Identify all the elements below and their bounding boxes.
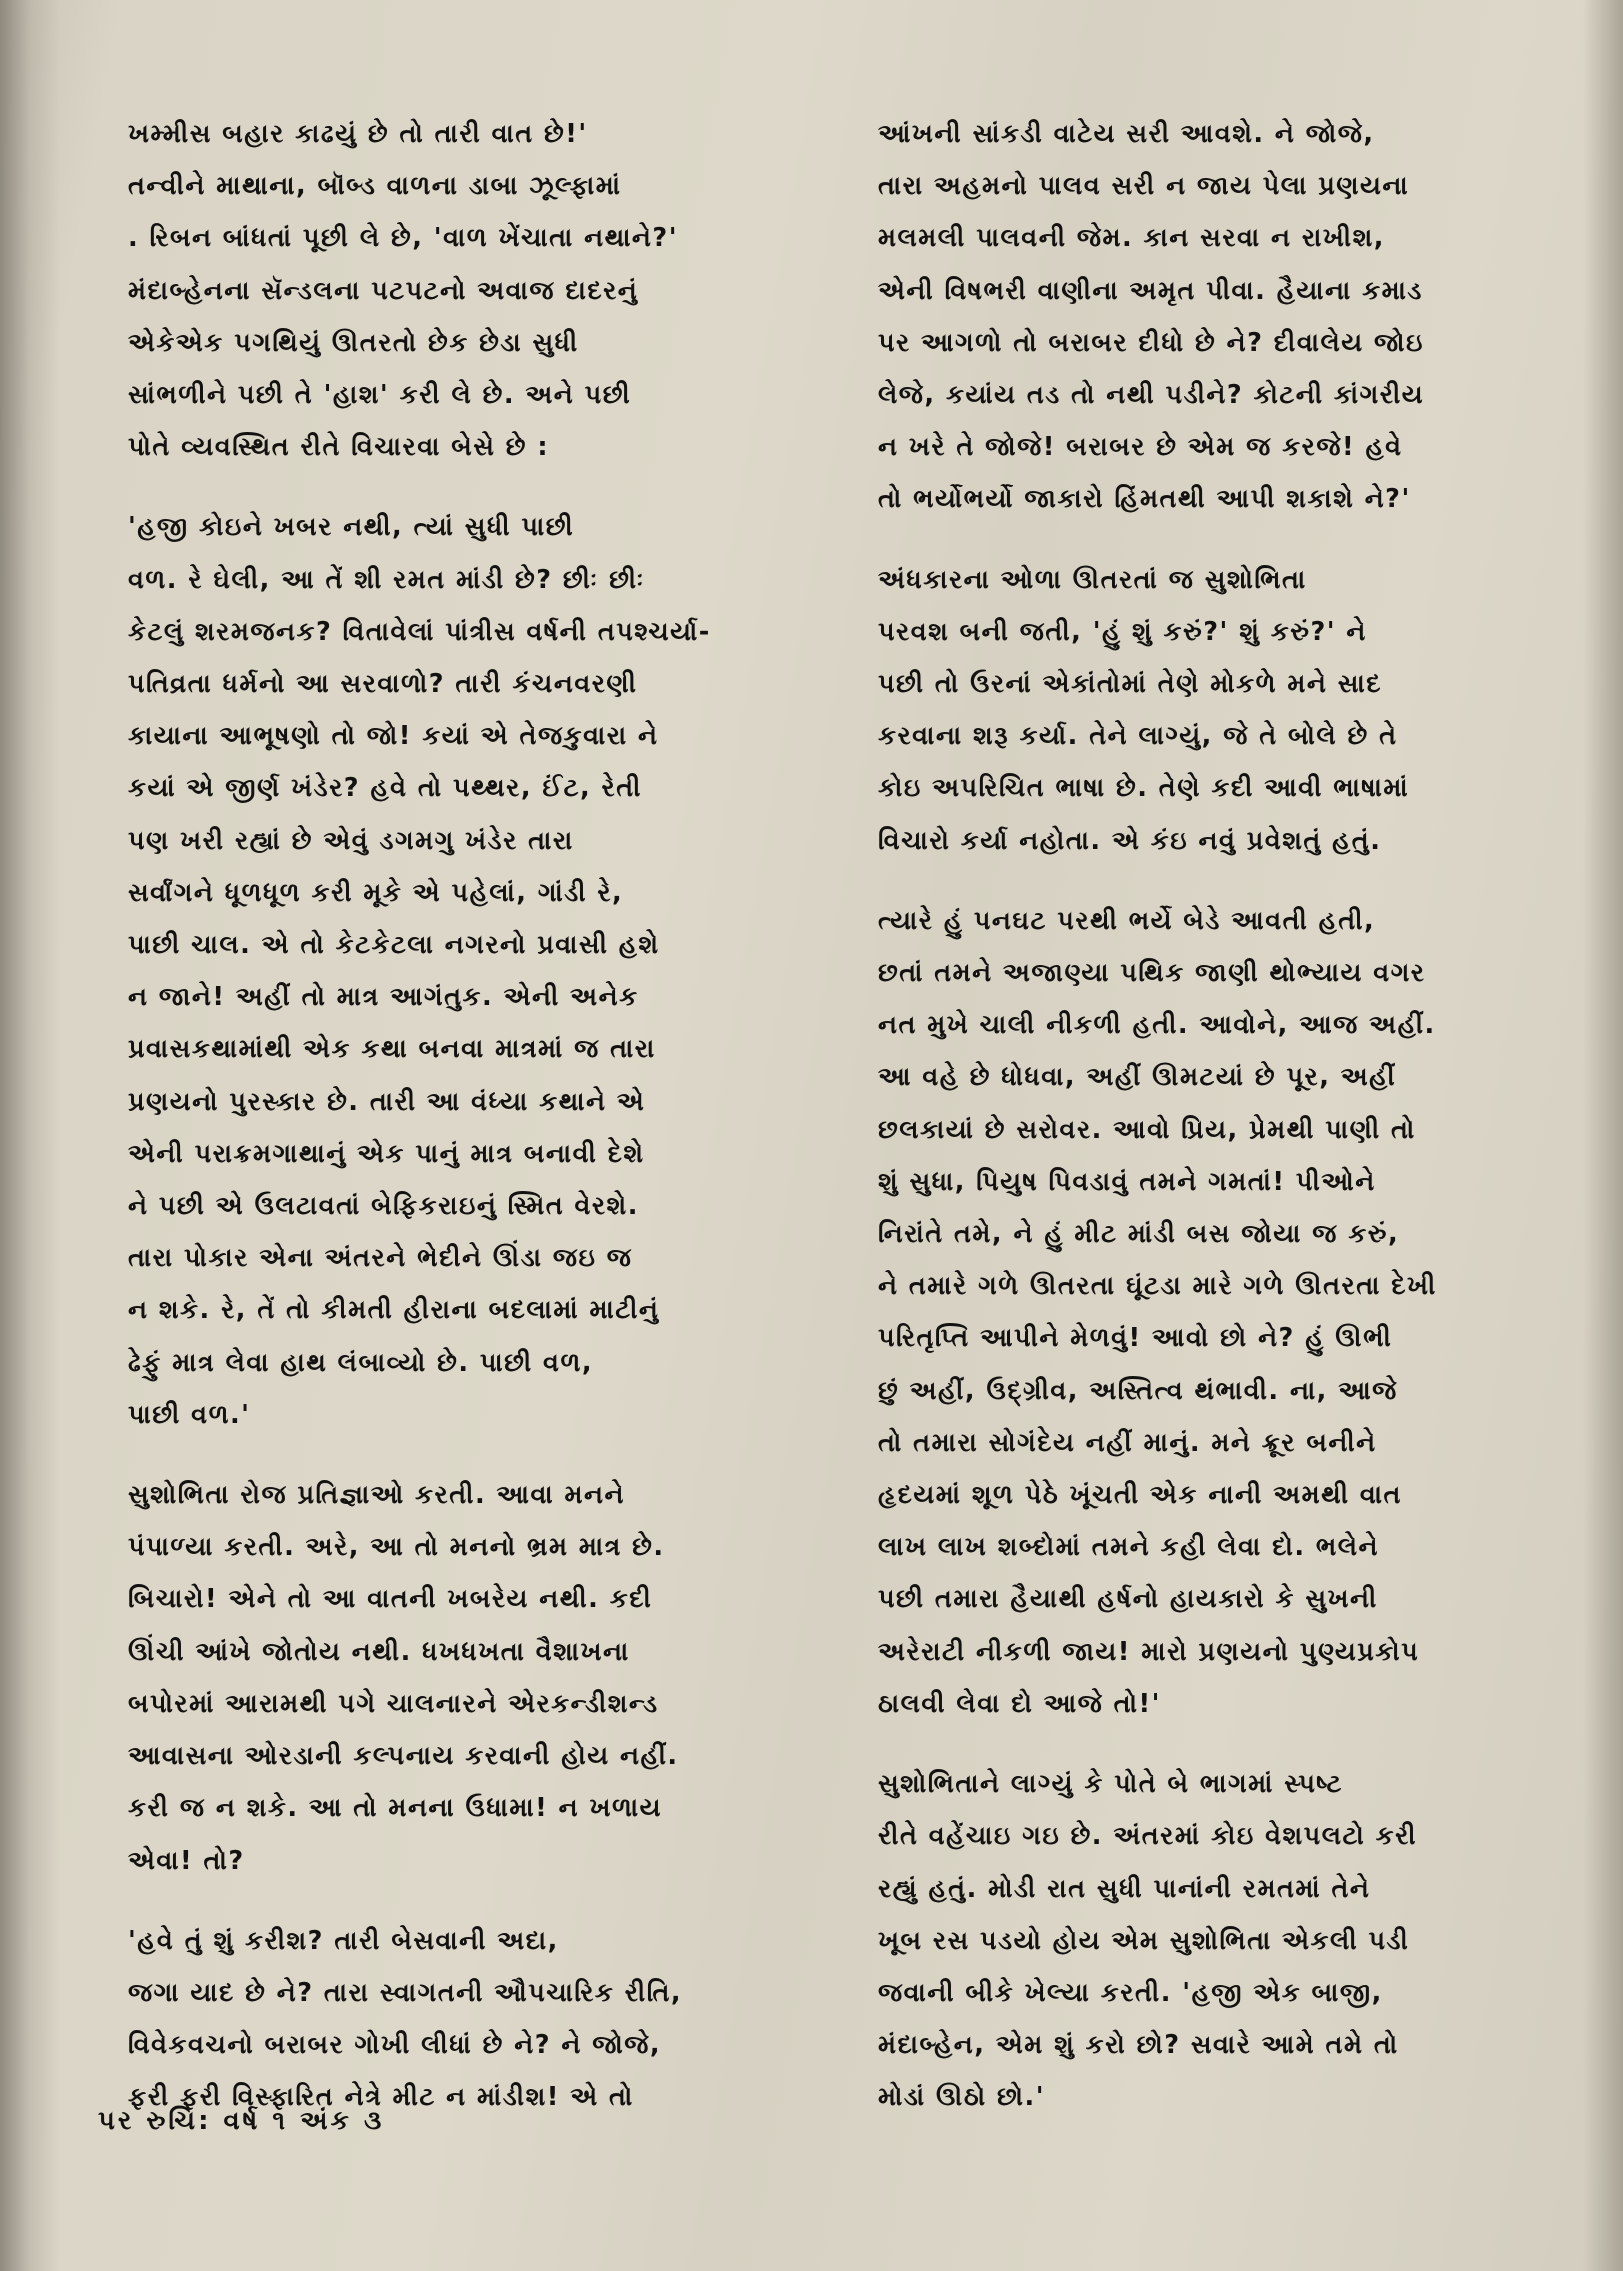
text-line: સુશોભિતા રોજ પ્રતિજ્ઞાઓ કરતી. આવા મનને — [128, 1480, 625, 1511]
right-column — [878, 108, 1538, 2152]
text-line: છું અહીં, ઉદ્ગ્રીવ, અસ્તિત્વ થંભાવી. ના, આજે — [878, 1375, 1398, 1406]
text-line: એની પરાક્રમગાથાનું એક પાનું માત્ર બનાવી દેશે — [128, 1138, 645, 1169]
text-line: કાયાના આભૂષણો તો જો! કયાં એ તેજકુવારા ને — [128, 721, 659, 752]
text-line: નત મુખે ચાલી નીકળી હતી. આવોને, આજ અહીં. — [878, 1010, 1436, 1041]
left-paragraph — [128, 108, 808, 473]
text-line: કયાં એ જીર્ણ ખંડેર? હવે તો પથ્થર, ઈંટ, રેતી — [128, 773, 642, 804]
text-line: ન શકે. રે, તેં તો કીમતી હીરાના બદલામાં માટીનું — [128, 1295, 660, 1326]
text-line: અરેરાટી નીકળી જાય! મારો પ્રણયનો પુણ્યપ્રકોપ — [878, 1636, 1420, 1667]
text-line: ત્યારે હું પનઘટ પરથી ભર્યે બેડે આવતી હતી, — [878, 905, 1376, 936]
text-line: પાછી ચાલ. એ તો કેટકેટલા નગરનો પ્રવાસી હશે — [128, 930, 660, 961]
text-line: મંદાબ્હેન, એમ શું કરો છો? સવારે આમે તમે તો — [878, 2030, 1399, 2061]
text-line: તારા અહમનો પાલવ સરી ન જાય પેલા પ્રણયના — [878, 171, 1410, 202]
text-line: આ વહે છે ધોધવા, અહીં ઊમટયાં છે પૂર, અહીં — [878, 1062, 1397, 1093]
text-line: 'હજી કોઇને ખબર નથી, ત્યાં સુધી પાછી — [128, 512, 575, 543]
text-line: પછી તમારા હૈયાથી હર્ષનો હાયકારો કે સુખની — [878, 1584, 1378, 1615]
text-line: પ્રણયનો પુરસ્કાર છે. તારી આ વંધ્યા કથાને એ — [128, 1086, 646, 1117]
text-line: પરિતૃપ્તિ આપીને મેળવું! આવો છો ને? હું ઊભી — [878, 1323, 1393, 1354]
text-line: લાખ લાખ શબ્દોમાં તમને કહી લેવા દો. ભલેને — [878, 1532, 1380, 1563]
text-line: શું સુધા, પિયુષ પિવડાવું તમને ગમતાં! પીઓને — [878, 1166, 1376, 1197]
text-line: વિચારો કર્યા નહોતા. એ કંઇ નવું પ્રવેશતું હતું. — [878, 825, 1382, 856]
text-line: ન જાને! અહીં તો માત્ર આગંતુક. એની અનેક — [128, 982, 639, 1013]
text-line: પરવશ બની જતી, 'હું શું કરું?' શું કરું?' ને — [878, 616, 1367, 647]
text-line: સાંભળીને પછી તે 'હાશ' કરી લે છે. અને પછી — [128, 380, 632, 411]
text-line: સુશોભિતાને લાગ્યું કે પોતે બે ભાગમાં સ્પષ્ટ — [878, 1769, 1343, 1800]
text-line: ફરી ફરી વિસ્ફારિત નેત્રે મીટ ન માંડીશ! એ તો — [128, 2082, 634, 2113]
text-line: તારા પોકાર એના અંતરને ભેદીને ઊંડા જઇ જ — [128, 1243, 633, 1274]
text-line: પછી તો ઉરનાં એકાંતોમાં તેણે મોકળે મને સાદ — [878, 669, 1382, 700]
text-line: ઊંચી આંખે જોતોય નથી. ધખધખતા વૈશાખના — [128, 1636, 630, 1667]
text-line: લેજે, કયાંય તડ તો નથી પડીને? કોટની કાંગરીય — [878, 380, 1425, 411]
text-line: ખમ્મીસ બહાર કાઢયું છે તો તારી વાત છે!' — [128, 119, 588, 149]
text-line: કરવાના શરૂ કર્યા. તેને લાગ્યું, જે તે બોલે છે તે — [878, 721, 1398, 752]
text-line: મલમલી પાલવની જેમ. કાન સરવા ન રાખીશ, — [878, 223, 1385, 254]
text-line: કરી જ ન શકે. આ તો મનના ઉધામા! ન ખળાય — [128, 1793, 662, 1824]
text-line: બિચારો! એને તો આ વાતની ખબરેય નથી. કદી — [128, 1584, 653, 1615]
text-line: પણ ખરી રહ્યાં છે એવું ડગમગુ ખંડેર તારા — [128, 825, 574, 856]
text-line: એવા! તો? — [128, 1845, 245, 1876]
text-line: તન્વીને માથાના, બૉબ્ડ વાળના ડાબા ઝૂલ્ફામાં — [128, 171, 622, 202]
right-paragraph — [878, 554, 1538, 867]
text-line: 'હવે તું શું કરીશ? તારી બેસવાની અદા, — [128, 1925, 559, 1956]
text-line: પર આગળો તો બરાબર દીધો છે ને? દીવાલેય જોઇ — [878, 327, 1424, 358]
left-paragraph — [128, 501, 808, 1441]
text-line: પ્રવાસકથામાંથી એક કથા બનવા માત્રમાં જ તારા — [128, 1034, 656, 1065]
left-column — [128, 108, 808, 2152]
text-line: તો ભર્યોભર્યો જાકારો હિંમતથી આપી શકાશે ને?' — [878, 484, 1411, 515]
right-paragraph — [878, 1758, 1538, 2123]
text-line: સર્વાંગને ધૂળધૂળ કરી મૂકે એ પહેલાં, ગાંડી રે, — [128, 877, 624, 908]
text-line: રહ્યું હતું. મોડી રાત સુધી પાનાંની રમતમાં તેને — [878, 1873, 1371, 1904]
text-line: ન ખરે તે જોજે! બરાબર છે એમ જ કરજે! હવે — [878, 432, 1403, 463]
page-footer: પર રુચિ: વર્ષ ૧ અંક ૩ — [98, 2106, 385, 2136]
text-line: ઢેફું માત્ર લેવા હાથ લંબાવ્યો છે. પાછી વળ, — [128, 1347, 594, 1378]
text-line: ઠાલવી લેવા દો આજે તો!' — [878, 1688, 1161, 1719]
text-line: મોડાં ઊઠો છો.' — [878, 2082, 1046, 2113]
text-line: ને પછી એ ઉલટાવતાં બેફિકરાઇનું સ્મિત વેરશે. — [128, 1191, 639, 1222]
text-line: જવાની બીકે ખેલ્યા કરતી. 'હજી એક બાજી, — [878, 1977, 1383, 2008]
text-line: . રિબન બાંધતાં પૂછી લે છે, 'વાળ ખેંચાતા નથાને?' — [128, 223, 679, 254]
text-line: વળ. રે ઘેલી, આ તેં શી રમત માંડી છે? છીઃ છીઃ — [128, 564, 645, 595]
text-line: મંદાબ્હેનના સૅન્ડલના પટપટનો અવાજ દાદરનું — [128, 275, 639, 306]
right-paragraph — [878, 108, 1538, 526]
left-paragraph — [128, 1469, 808, 1887]
text-line: તો તમારા સોગંદેય નહીં માનું. મને ક્રૂર બનીને — [878, 1427, 1377, 1458]
text-line: બપોરમાં આરામથી પગે ચાલનારને એરકન્ડીશન્ડ — [128, 1688, 659, 1719]
text-line: એકેએક પગથિયું ઊતરતો છેક છેડા સુધી — [128, 327, 579, 358]
text-line: આવાસના ઓરડાની કલ્પનાય કરવાની હોય નહીં. — [128, 1741, 679, 1772]
right-paragraph — [878, 895, 1538, 1730]
text-line: છતાં તમને અજાણ્યા પથિક જાણી થોભ્યાય વગર — [878, 958, 1426, 989]
text-line: રીતે વહેંચાઇ ગઇ છે. અંતરમાં કોઇ વેશપલટો કરી — [878, 1821, 1418, 1852]
text-line: પતિવ્રતા ધર્મનો આ સરવાળો? તારી કંચનવરણી — [128, 669, 638, 700]
text-line: વિવેકવચનો બરાબર ગોખી લીધાં છે ને? ને જોજે, — [128, 2030, 662, 2061]
text-line: પોતે વ્યવસ્થિત રીતે વિચારવા બેસે છે : — [128, 432, 550, 463]
text-line: એની વિષભરી વાણીના અમૃત પીવા. હૈયાના કમાડ — [878, 275, 1423, 306]
text-line: હૃદયમાં શૂળ પેઠે ખૂંચતી એક નાની અમથી વાત — [878, 1480, 1402, 1511]
text-line: કોઇ અપરિચિત ભાષા છે. તેણે કદી આવી ભાષામાં — [878, 773, 1410, 804]
text-line: છલકાયાં છે સરોવર. આવો પ્રિય, પ્રેમથી પાણી તો — [878, 1114, 1416, 1145]
text-line: પંપાળ્યા કરતી. અરે, આ તો મનનો ભ્રમ માત્ર છે. — [128, 1532, 665, 1563]
text-line: પાછી વળ.' — [128, 1399, 251, 1430]
text-line: આંખની સાંકડી વાટેય સરી આવશે. ને જોજે, — [878, 119, 1375, 149]
text-line: જગા યાદ છે ને? તારા સ્વાગતની ઔપચારિક રીતિ, — [128, 1977, 683, 2008]
text-line: કેટલું શરમજનક? વિતાવેલાં પાંત્રીસ વર્ષની તપશ્ચર્યા- — [128, 616, 711, 647]
left-paragraph — [128, 1915, 808, 2124]
text-line: ને તમારે ગળે ઊતરતા ઘૂંટડા મારે ગળે ઊતરતા દેખી — [878, 1271, 1437, 1302]
text-line: અંધકારના ઓળા ઊતરતાં જ સુશોભિતા — [878, 564, 1307, 595]
text-line: નિરાંતે તમે, ને હું મીટ માંડી બસ જોયા જ કરું, — [878, 1219, 1400, 1250]
text-line: ખૂબ રસ પડયો હોય એમ સુશોભિતા એકલી પડી — [878, 1925, 1410, 1956]
